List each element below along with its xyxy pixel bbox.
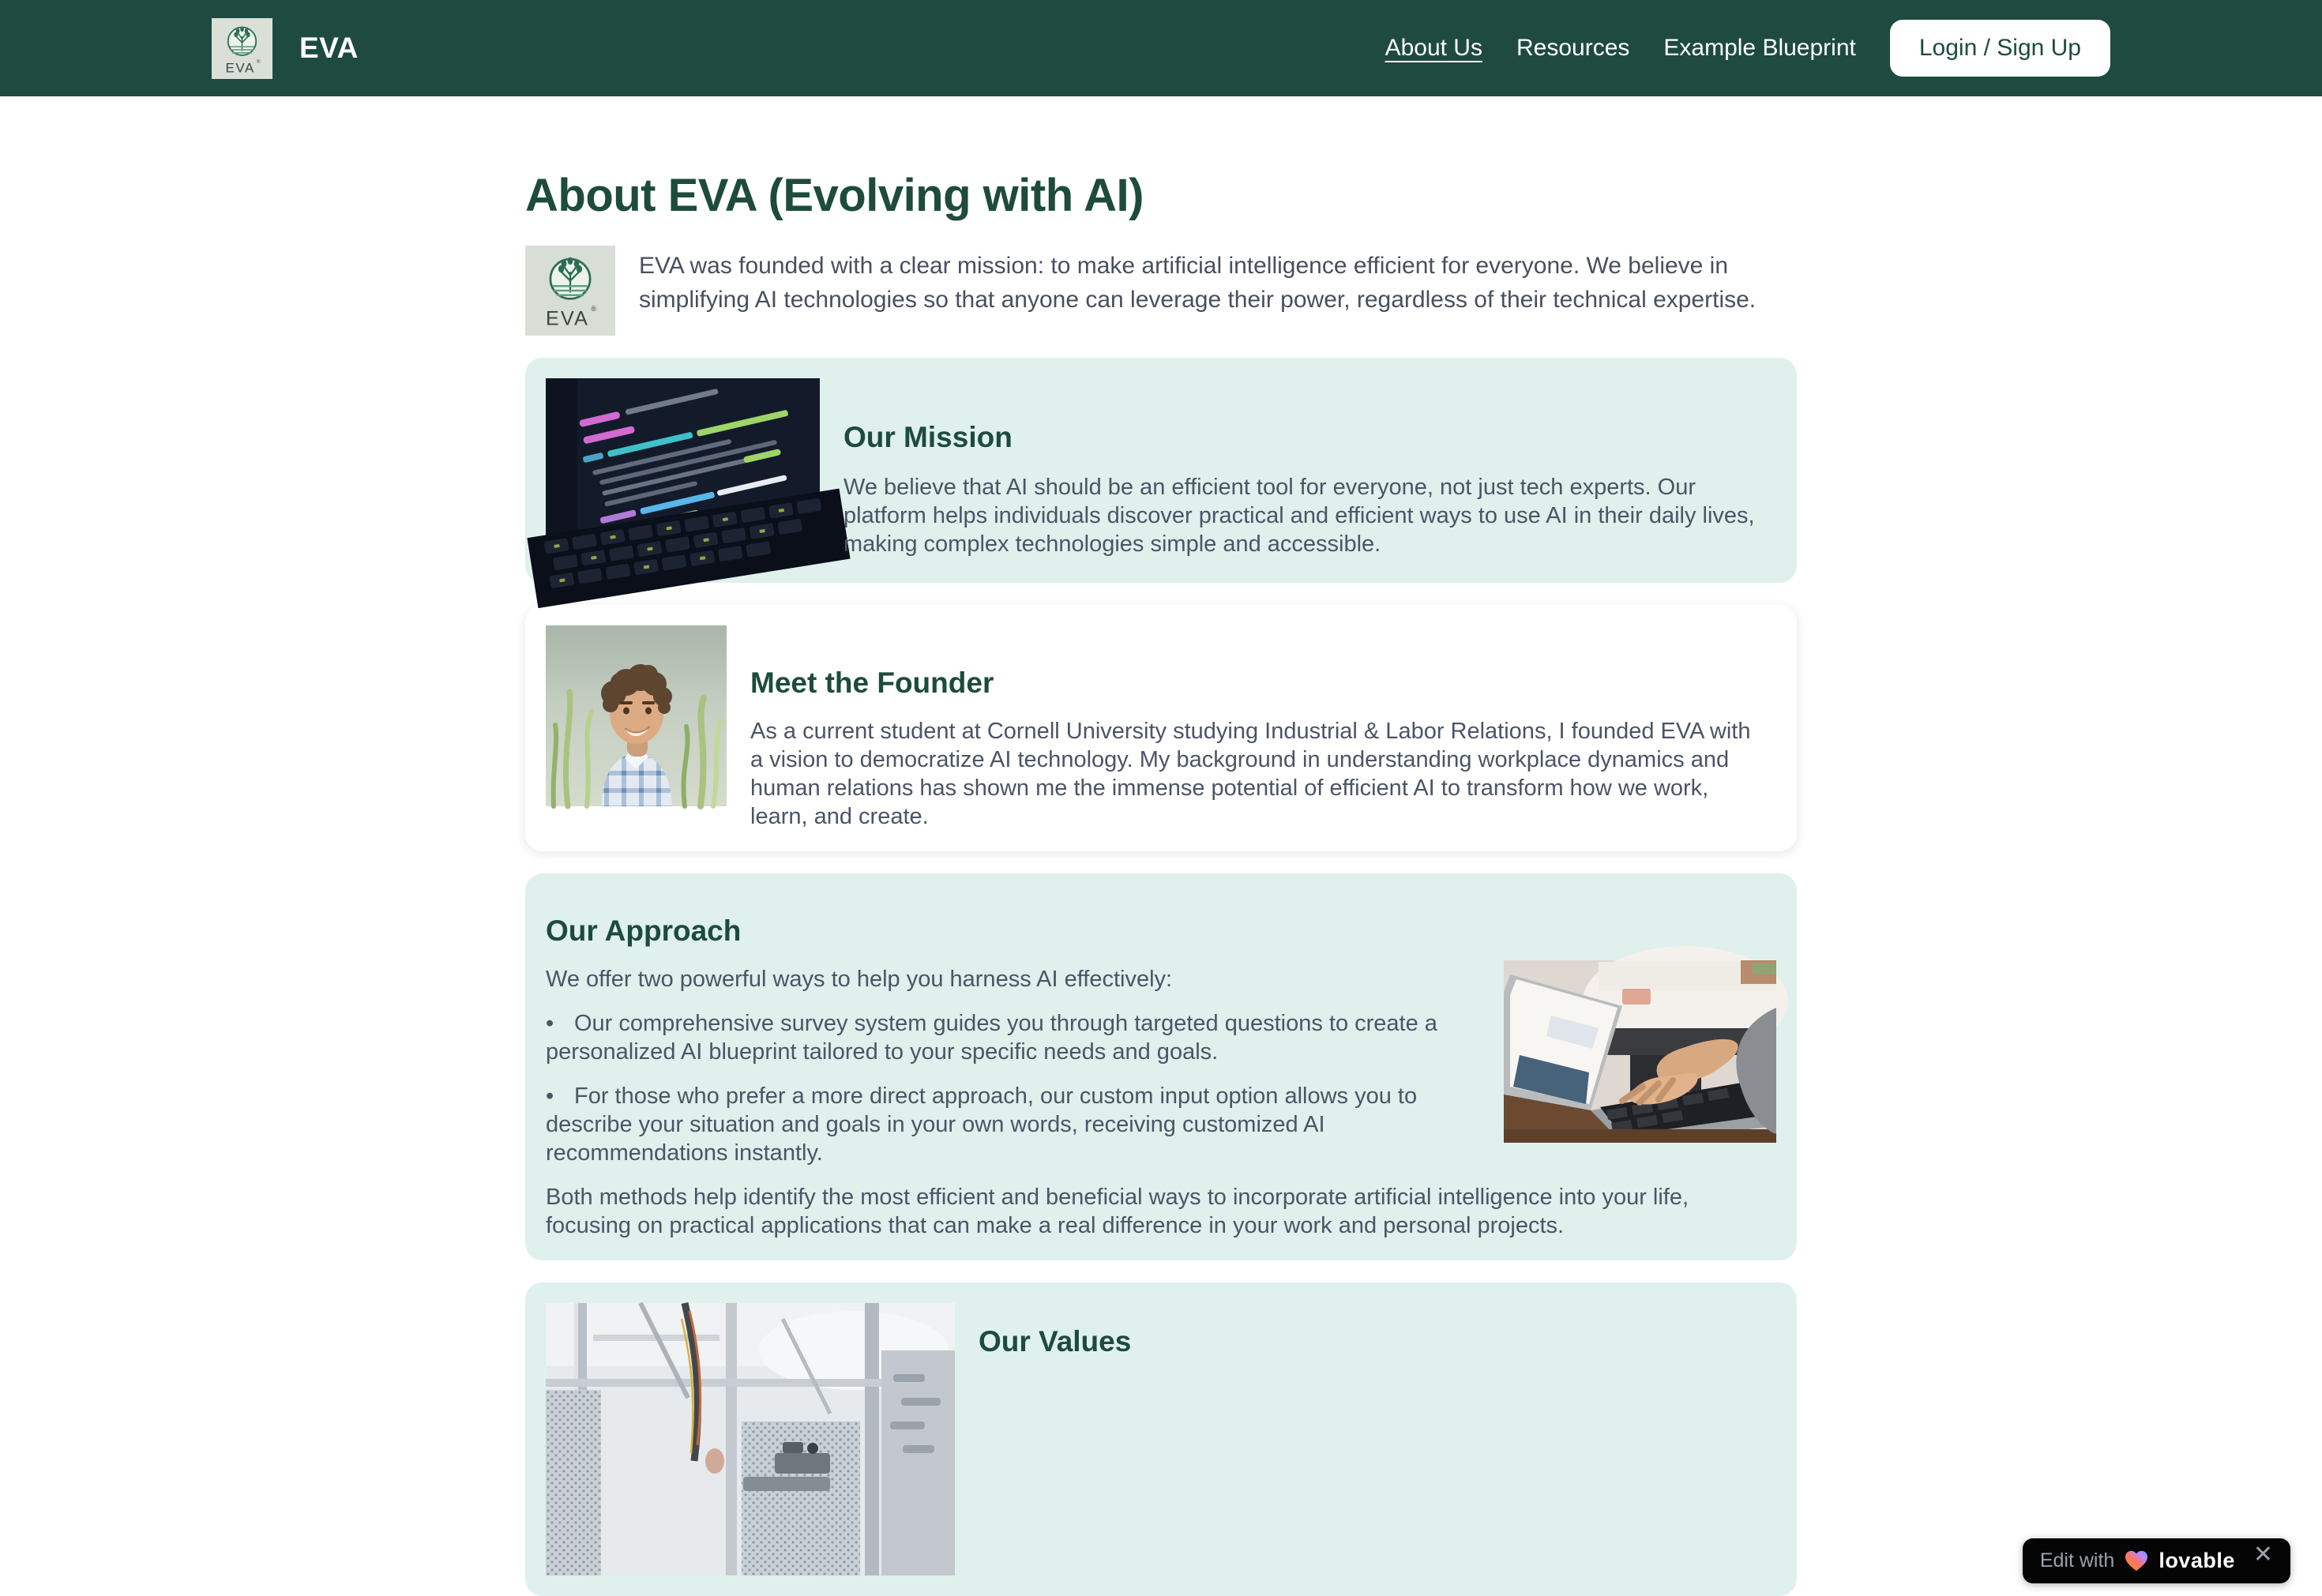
logo-wordmark: EVA	[225, 60, 255, 76]
mission-card	[525, 358, 1797, 583]
site-header	[0, 0, 2322, 96]
lovable-badge[interactable]	[2023, 1538, 2290, 1583]
values-text-block	[979, 1303, 1131, 1358]
main-content	[525, 169, 1797, 1596]
founder-paragraph: As a current student at Cornell University studying Industrial & Labor Relations, I founded EVA with a vision to democratize AI technology. My background in understanding workplace dynamics and human relations has shown me the immense potential of efficient AI to transform how we work, learn, and create.	[750, 719, 1751, 829]
approach-heading: Our Approach	[546, 914, 742, 947]
bullet-icon: •	[546, 1083, 554, 1109]
logo-trademark: ®	[256, 58, 261, 65]
founder-text-block	[750, 625, 1757, 831]
bullet-icon: •	[546, 1011, 554, 1036]
mission-text-block	[844, 378, 1760, 558]
badge-prefix: Edit with	[2039, 1549, 2115, 1572]
eva-logo-icon	[212, 18, 272, 79]
intro-section	[525, 246, 1797, 336]
values-heading: Our Values	[979, 1325, 1132, 1358]
badge-close-icon[interactable]: ✕	[2252, 1541, 2273, 1568]
nav-resources[interactable]: Resources	[1516, 35, 1630, 61]
values-image	[546, 1303, 955, 1575]
eva-logo-icon	[525, 246, 615, 336]
industrial-equipment-photo	[546, 1303, 955, 1575]
approach-card	[525, 873, 1797, 1260]
approach-bullet-2: • For those who prefer a more direct approach, our custom input option allows you to describe your situation and goals in your own words, receiving customized AI recommendations instantly.	[546, 1083, 1418, 1166]
founder-heading: Meet the Founder	[750, 667, 994, 699]
founder-avatar	[546, 625, 727, 806]
approach-intro: We offer two powerful ways to help you harness AI effectively:	[546, 967, 1173, 992]
founder-portrait-photo	[546, 625, 727, 806]
eva-logo[interactable]	[212, 18, 272, 79]
main-nav	[1385, 35, 1856, 62]
mission-paragraph: We believe that AI should be an efficient tool for everyone, not just tech experts. Our platform helps individuals discover practical and efficient ways to use AI in their daily lives, making complex technologies simple and accessible.	[844, 475, 1755, 557]
mission-image	[546, 378, 820, 562]
nav-example-blueprint[interactable]: Example Blueprint	[1663, 35, 1856, 61]
mission-heading: Our Mission	[844, 421, 1013, 453]
login-signup-button[interactable]: Login / Sign Up	[1890, 20, 2110, 77]
logo-trademark: ®	[591, 305, 596, 314]
badge-brand: lovable	[2159, 1549, 2235, 1572]
values-card	[525, 1282, 1797, 1596]
eva-logo-image	[525, 246, 615, 336]
nav-about-us[interactable]: About Us	[1385, 35, 1482, 61]
intro-paragraph: EVA was founded with a clear mission: to make artificial intelligence efficient for everyone. We believe in simplifying AI technologies so that anyone can leverage their power, regardless of their technical expertise.	[639, 253, 1757, 313]
brand-name: EVA	[299, 32, 359, 64]
logo-wordmark: EVA	[545, 307, 590, 330]
heart-icon	[2125, 1550, 2148, 1572]
approach-image	[1504, 960, 1776, 1143]
code-editor-photo	[546, 378, 820, 562]
founder-card	[525, 605, 1797, 851]
page-title: About EVA (Evolving with AI)	[525, 170, 1144, 221]
typing-on-laptop-photo	[1504, 960, 1776, 1143]
approach-bullet-1: • Our comprehensive survey system guides you through targeted questions to create a personalized AI blueprint tailored to your specific needs and goals.	[546, 1011, 1437, 1065]
approach-outro: Both methods help identify the most efficient and beneficial ways to incorporate artificial intelligence into your life, focusing on practical applications that can make a real difference in your work and personal projects.	[546, 1185, 1689, 1238]
